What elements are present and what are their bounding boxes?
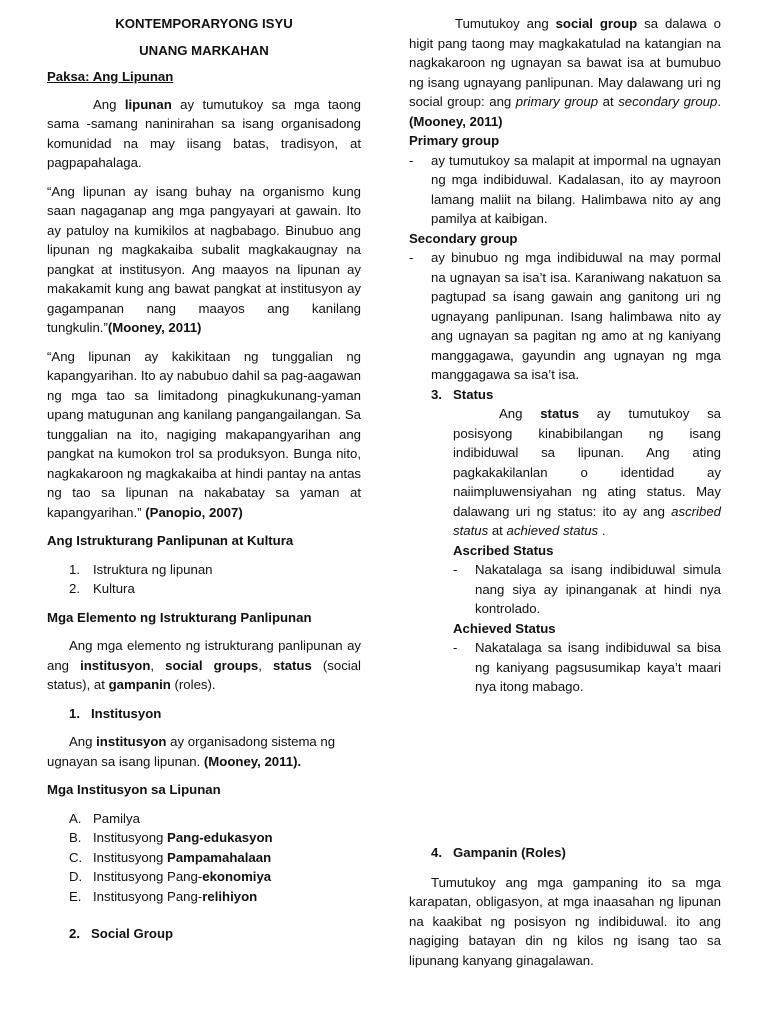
achieved-status-item: - Nakatalaga sa isang indibiduwal sa bisa ng kaniyang pagsusumikap kaya’t maari nya itong mabago.	[453, 640, 721, 694]
secondary-group-heading: Secondary group	[409, 230, 518, 246]
topic-heading: Paksa: Ang Lipunan	[47, 69, 174, 84]
ascribed-status-heading: Ascribed Status	[453, 542, 554, 558]
roles-paragraph: Tumutukoy ang mga gampaning ito sa mga karapatan, obligasyon, at mga inaasahan ng lipunan na kaakibat ng posisyon ng indibiduwal. ito ang nagiging batayan din ng kilos ng isang tao sa lipunang kanyang ginagalawan.	[409, 874, 721, 968]
secondary-group-item: - ay binubuo ng mga indibiduwal na may pormal na ugnayan sa isa’t isa. Karaniwang nakatuon sa pagtupad sa isang gawain ang ganitong uri ng ugnayang panlipunan. Isang halimbawa nito ay ang ugnayan sa pagitan ng amo at ng kaniyang manggagawa, gayundin ang ugnayan ng mga manggagawa sa isa’t isa.	[409, 250, 721, 382]
status-paragraph: Ang status ay tumutukoy sa posisyong kinabibilangan ng isang indibiduwal sa lipunan. Ang ating pagkakakilanlan o identidad ay naiimpluwensiyahan ng ating status. May dalawang uri ng status: ito ay ang ascribed status at achieved status .	[453, 406, 721, 538]
document-title: KONTEMPORARYONG ISYU	[115, 16, 293, 31]
primary-group-item: - ay tumutukoy sa malapit at impormal na ugnayan ng mga indibiduwal. Kadalasan, ito ay mayroon lamang maliit na bilang. Halimbawa nito ay ang pamilya at kaibigan.	[409, 152, 721, 226]
institusyon-paragraph: Ang institusyon ay organisadong sistema ng ugnayan sa isang lipunan. (Mooney, 2011).	[47, 734, 336, 769]
section-social-group-heading: 2. Social Group	[69, 926, 174, 941]
elements-heading: Mga Elemento ng Istrukturang Panlipunan	[47, 609, 312, 625]
primary-group-heading: Primary group	[409, 133, 500, 148]
citation: (Mooney, 2011)	[409, 113, 503, 129]
section-institusyon-heading: 1. Institusyon	[69, 705, 162, 721]
roles-section	[409, 843, 721, 970]
section-roles-heading: 4. Gampanin (Roles)	[431, 845, 566, 860]
citation: (Mooney, 2011).	[203, 753, 302, 769]
list-item: 1. Istruktura ng lipunan	[69, 561, 213, 577]
elements-paragraph: Ang mga elemento ng istrukturang panlipunan ay ang institusyon, social groups, status (social status), at gampanin (roles).	[47, 638, 361, 692]
list-item: 2. Kultura	[69, 581, 135, 596]
quote-mooney: “Ang lipunan ay isang buhay na organismo kung saan nagaganap ang mga pangyayari at gawain. Ito ay patuloy na kumikilos at nagbabago. Binubuo ang lipunan ng magkakaiba subalit magkakaugnay na pangkat at institusyon. Ang maayos na lipunan ay makakamit kung ang bawat pangkat at institusyon ay gagampanan nang maayos ang kanilang tungkulin.”(Mooney, 2011)	[47, 183, 361, 335]
citation: (Mooney, 2011)	[107, 320, 202, 335]
list-item: B. Institusyong Pang-edukasyon	[69, 830, 273, 845]
ascribed-status-item: - Nakatalaga sa isang indibiduwal simula nang siya ay ipinanganak at hindi nya kontrolado.	[453, 562, 721, 616]
institutions-list	[47, 809, 361, 907]
institutions-heading: Mga Institusyon sa Lipunan	[47, 782, 221, 797]
citation: (Panopio, 2007)	[145, 504, 243, 520]
section-status-heading: 3. Status	[431, 386, 494, 402]
social-group-paragraph: Tumutukoy ang social group sa dalawa o higit pang taong may magkakatulad na katangian na nagkakaroon ng ugnayan sa bawat isa at bumubuo ng isang ugnayang panlipunan. May dalawang uri ng social group: ang primary group at secondary group. (Mooney, 2011)	[409, 16, 721, 129]
list-item: C. Institusyong Pampamahalaan	[69, 849, 272, 865]
quote-panopio: “Ang lipunan ay kakikitaan ng tunggalian ng kapangyarihan. Ito ay nabubuo dahil sa pag-aagawan ng mga tao sa limitadong pinagkukunang-yaman upang matugunan ang kanilang pangangailangan. Sa tunggalian na ito, nagiging makapangyarihan ang pangkat na kumokon trol sa produksyon. Bunga nito, nagkakaroon ng magkakaiba at hindi pantay na antas ng tao sa lipunan na nakabatay sa yaman at kapangyarihan.” (Panopio, 2007)	[47, 348, 361, 520]
list-item: E. Institusyong Pang-relihiyon	[69, 888, 258, 904]
intro-paragraph: Ang lipunan ay tumutukoy sa mga taong sama -samang naninirahan sa isang organisadong komunidad na may iisang batas, tradisyon, at pagpapahalaga.	[47, 96, 361, 170]
structure-heading: Ang Istrukturang Panlipunan at Kultura	[47, 533, 294, 548]
left-column	[47, 14, 361, 944]
list-item: D. Institusyong Pang-ekonomiya	[69, 869, 272, 884]
list-item: A. Pamilya	[69, 810, 140, 826]
structure-list	[47, 560, 361, 599]
document-subtitle: UNANG MARKAHAN	[139, 42, 269, 58]
right-column	[409, 14, 721, 697]
achieved-status-heading: Achieved Status	[453, 620, 556, 636]
